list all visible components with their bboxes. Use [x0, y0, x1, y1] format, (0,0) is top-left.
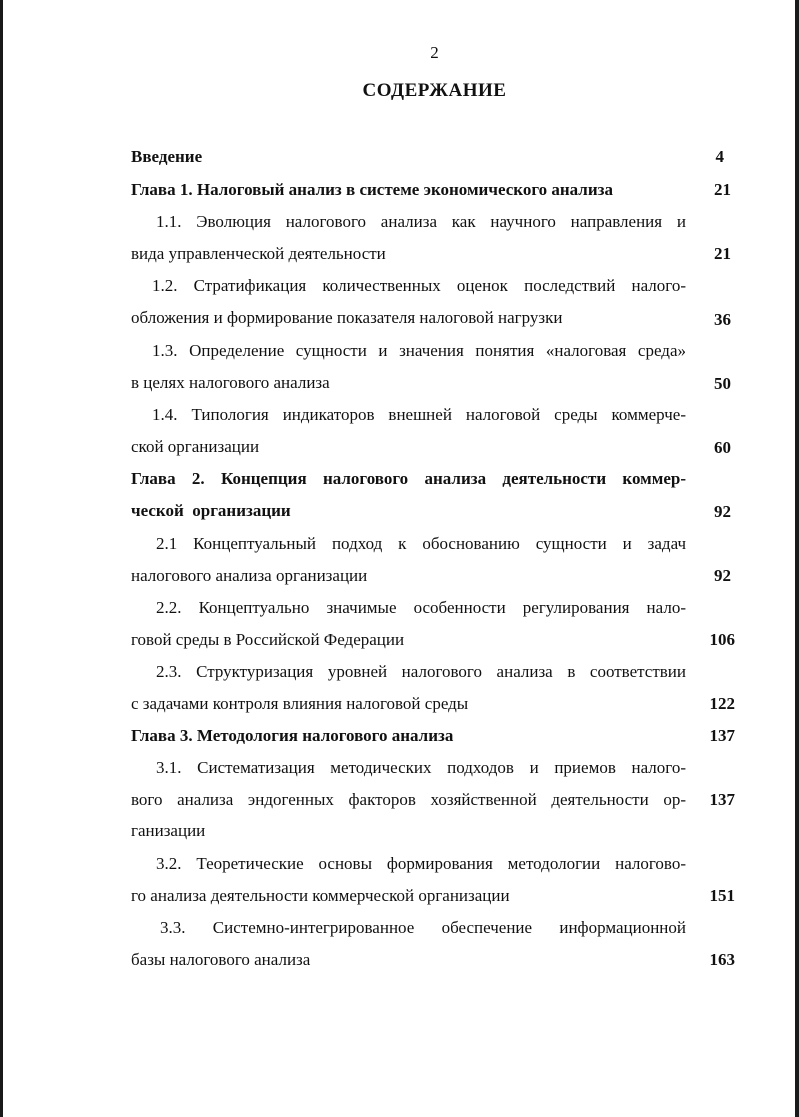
toc-chapter-2-line-1: Глава 2. Концепция налогового анализа деятельности коммер- — [131, 469, 686, 488]
toc-page-number: 163 — [709, 950, 735, 969]
toc-page-number: 92 — [714, 566, 731, 585]
toc-section-3-2-line-2: го анализа деятельности коммерческой организации — [131, 886, 510, 905]
toc-section-1-2-line-1: 1.2. Стратификация количественных оценок последствий налого- — [152, 276, 686, 295]
toc-chapter-2-line-2: ческой организации — [131, 501, 291, 520]
toc-section-1-4-line-1: 1.4. Типология индикаторов внешней налоговой среды коммерче- — [152, 405, 686, 424]
toc-page-number: 92 — [714, 502, 731, 521]
toc-page-number: 21 — [714, 180, 731, 199]
toc-section-1-1-line-1: 1.1. Эволюция налогового анализа как научного направления и — [156, 212, 686, 231]
toc-section-1-3-line-2: в целях налогового анализа — [131, 373, 330, 392]
toc-page-number: 21 — [714, 244, 731, 263]
toc-entry-introduction: Введение — [131, 147, 203, 166]
toc-section-2-1-line-1: 2.1 Концептуальный подход к обоснованию сущности и задач — [156, 534, 686, 553]
toc-section-2-2-line-1: 2.2. Концептуально значимые особенности регулирования нало- — [156, 598, 686, 617]
page-title: СОДЕРЖАНИЕ — [362, 80, 507, 101]
toc-page-number: 151 — [709, 886, 735, 905]
toc-section-3-1-line-2: вого анализа эндогенных факторов хозяйственной деятельности ор- — [131, 790, 686, 809]
toc-page-number: 137 — [709, 790, 735, 809]
toc-section-3-1-line-1: 3.1. Систематизация методических подходов и приемов налого- — [156, 758, 686, 777]
toc-chapter-1: Глава 1. Налоговый анализ в системе экономического анализа — [131, 180, 613, 199]
toc-page-number: 60 — [714, 438, 731, 457]
toc-section-2-3-line-2: с задачами контроля влияния налоговой среды — [131, 694, 469, 713]
toc-section-3-2-line-1: 3.2. Теоретические основы формирования методологии налогово- — [156, 854, 686, 873]
toc-section-3-3-line-2: базы налогового анализа — [131, 950, 311, 969]
toc-page-number: 50 — [714, 374, 731, 393]
scan-border-left — [0, 0, 3, 1117]
toc-page-number: 122 — [709, 694, 735, 713]
toc-page-number: 137 — [709, 726, 735, 745]
toc-page-number: 36 — [714, 310, 731, 329]
toc-page-number: 4 — [715, 147, 724, 166]
toc-section-1-3-line-1: 1.3. Определение сущности и значения понятия «налоговая среда» — [152, 341, 686, 360]
toc-section-1-4-line-2: ской организации — [131, 437, 260, 456]
toc-section-2-2-line-2: говой среды в Российской Федерации — [131, 630, 405, 649]
toc-section-1-1-line-2: вида управленческой деятельности — [131, 244, 386, 263]
toc-page-number: 106 — [709, 630, 735, 649]
toc-chapter-3: Глава 3. Методология налогового анализа — [131, 726, 454, 745]
scan-border-right — [795, 0, 799, 1117]
toc-section-2-1-line-2: налогового анализа организации — [131, 566, 368, 585]
toc-section-3-1-line-3: ганизации — [131, 821, 206, 840]
toc-section-2-3-line-1: 2.3. Структуризация уровней налогового анализа в соответствии — [156, 662, 686, 681]
toc-section-1-2-line-2: обложения и формирование показателя налоговой нагрузки — [131, 308, 563, 327]
page-number: 2 — [430, 43, 439, 62]
toc-section-3-3-line-1: 3.3. Системно-интегрированное обеспечение информационной — [160, 918, 686, 937]
